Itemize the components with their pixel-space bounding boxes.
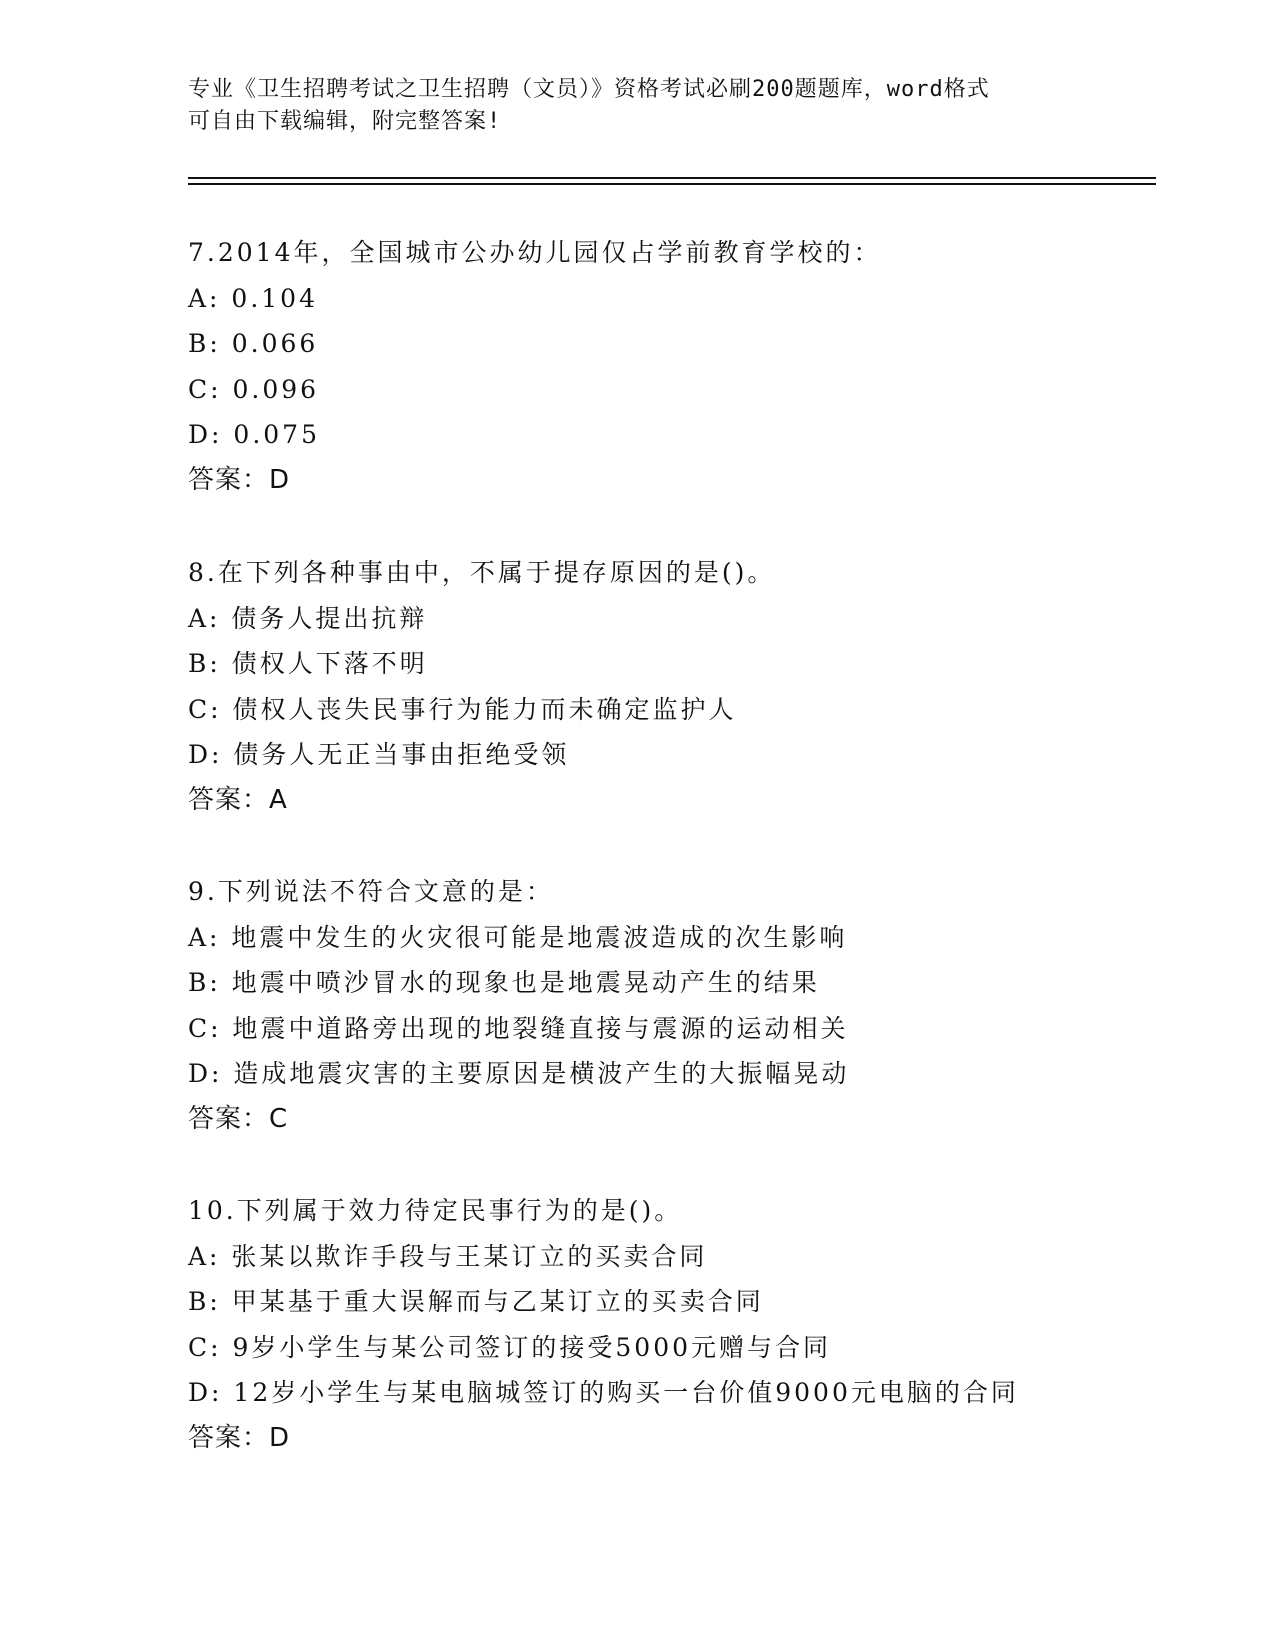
question-stem: 9.下列说法不符合文意的是： [188,877,554,906]
option-b: B: 0.066 [188,329,319,358]
option-a: A: 0.104 [188,283,318,313]
question-7 [188,230,1168,503]
question-9 [188,869,1168,1142]
option-d: D: 12岁小学生与某电脑城签订的购买一台价值9000元电脑的合同 [188,1378,1019,1407]
answer-label: 答案：C [188,1103,289,1134]
option-a: A: 地震中发生的火灾很可能是地震波造成的次生影响 [188,922,848,952]
option-a: A: 债务人提出抗辩 [188,603,428,633]
question-10 [188,1188,1168,1461]
header-line-2: 可自由下载编辑，附完整答案! [188,109,502,134]
answer-label: 答案：D [188,464,291,495]
option-c: C: 地震中道路旁出现的地裂缝直接与震源的运动相关 [188,1013,849,1043]
header-line-1: 专业《卫生招聘考试之卫生招聘（文员）》资格考试必刷200题题库，word格式 [188,77,990,102]
header-divider-top [188,177,1156,179]
option-c: C: 债权人丧失民事行为能力而未确定监护人 [188,694,737,724]
question-stem: 10.下列属于效力待定民事行为的是()。 [188,1196,683,1225]
option-c: C: 0.096 [188,374,320,404]
header-divider-bottom [188,183,1156,185]
option-b: B: 地震中喷沙冒水的现象也是地震晃动产生的结果 [188,968,820,997]
option-c: C: 9岁小学生与某公司签订的接受5000元赠与合同 [188,1332,832,1362]
question-stem: 7.2014年，全国城市公办幼儿园仅占学前教育学校的： [188,238,882,267]
answer-label: 答案：A [188,784,288,815]
option-b: B: 甲某基于重大误解而与乙某订立的买卖合同 [188,1287,764,1316]
answer-label: 答案：D [188,1422,291,1453]
option-d: D: 0.075 [188,420,320,449]
option-d: D: 债务人无正当事由拒绝受领 [188,740,570,769]
option-d: D: 造成地震灾害的主要原因是横波产生的大振幅晃动 [188,1059,850,1088]
option-a: A: 张某以欺诈手段与王某订立的买卖合同 [188,1241,708,1271]
question-stem: 8.在下列各种事由中，不属于提存原因的是()。 [188,558,776,587]
option-b: B: 债权人下落不明 [188,649,428,678]
document-header [188,74,1088,138]
question-8 [188,550,1168,823]
